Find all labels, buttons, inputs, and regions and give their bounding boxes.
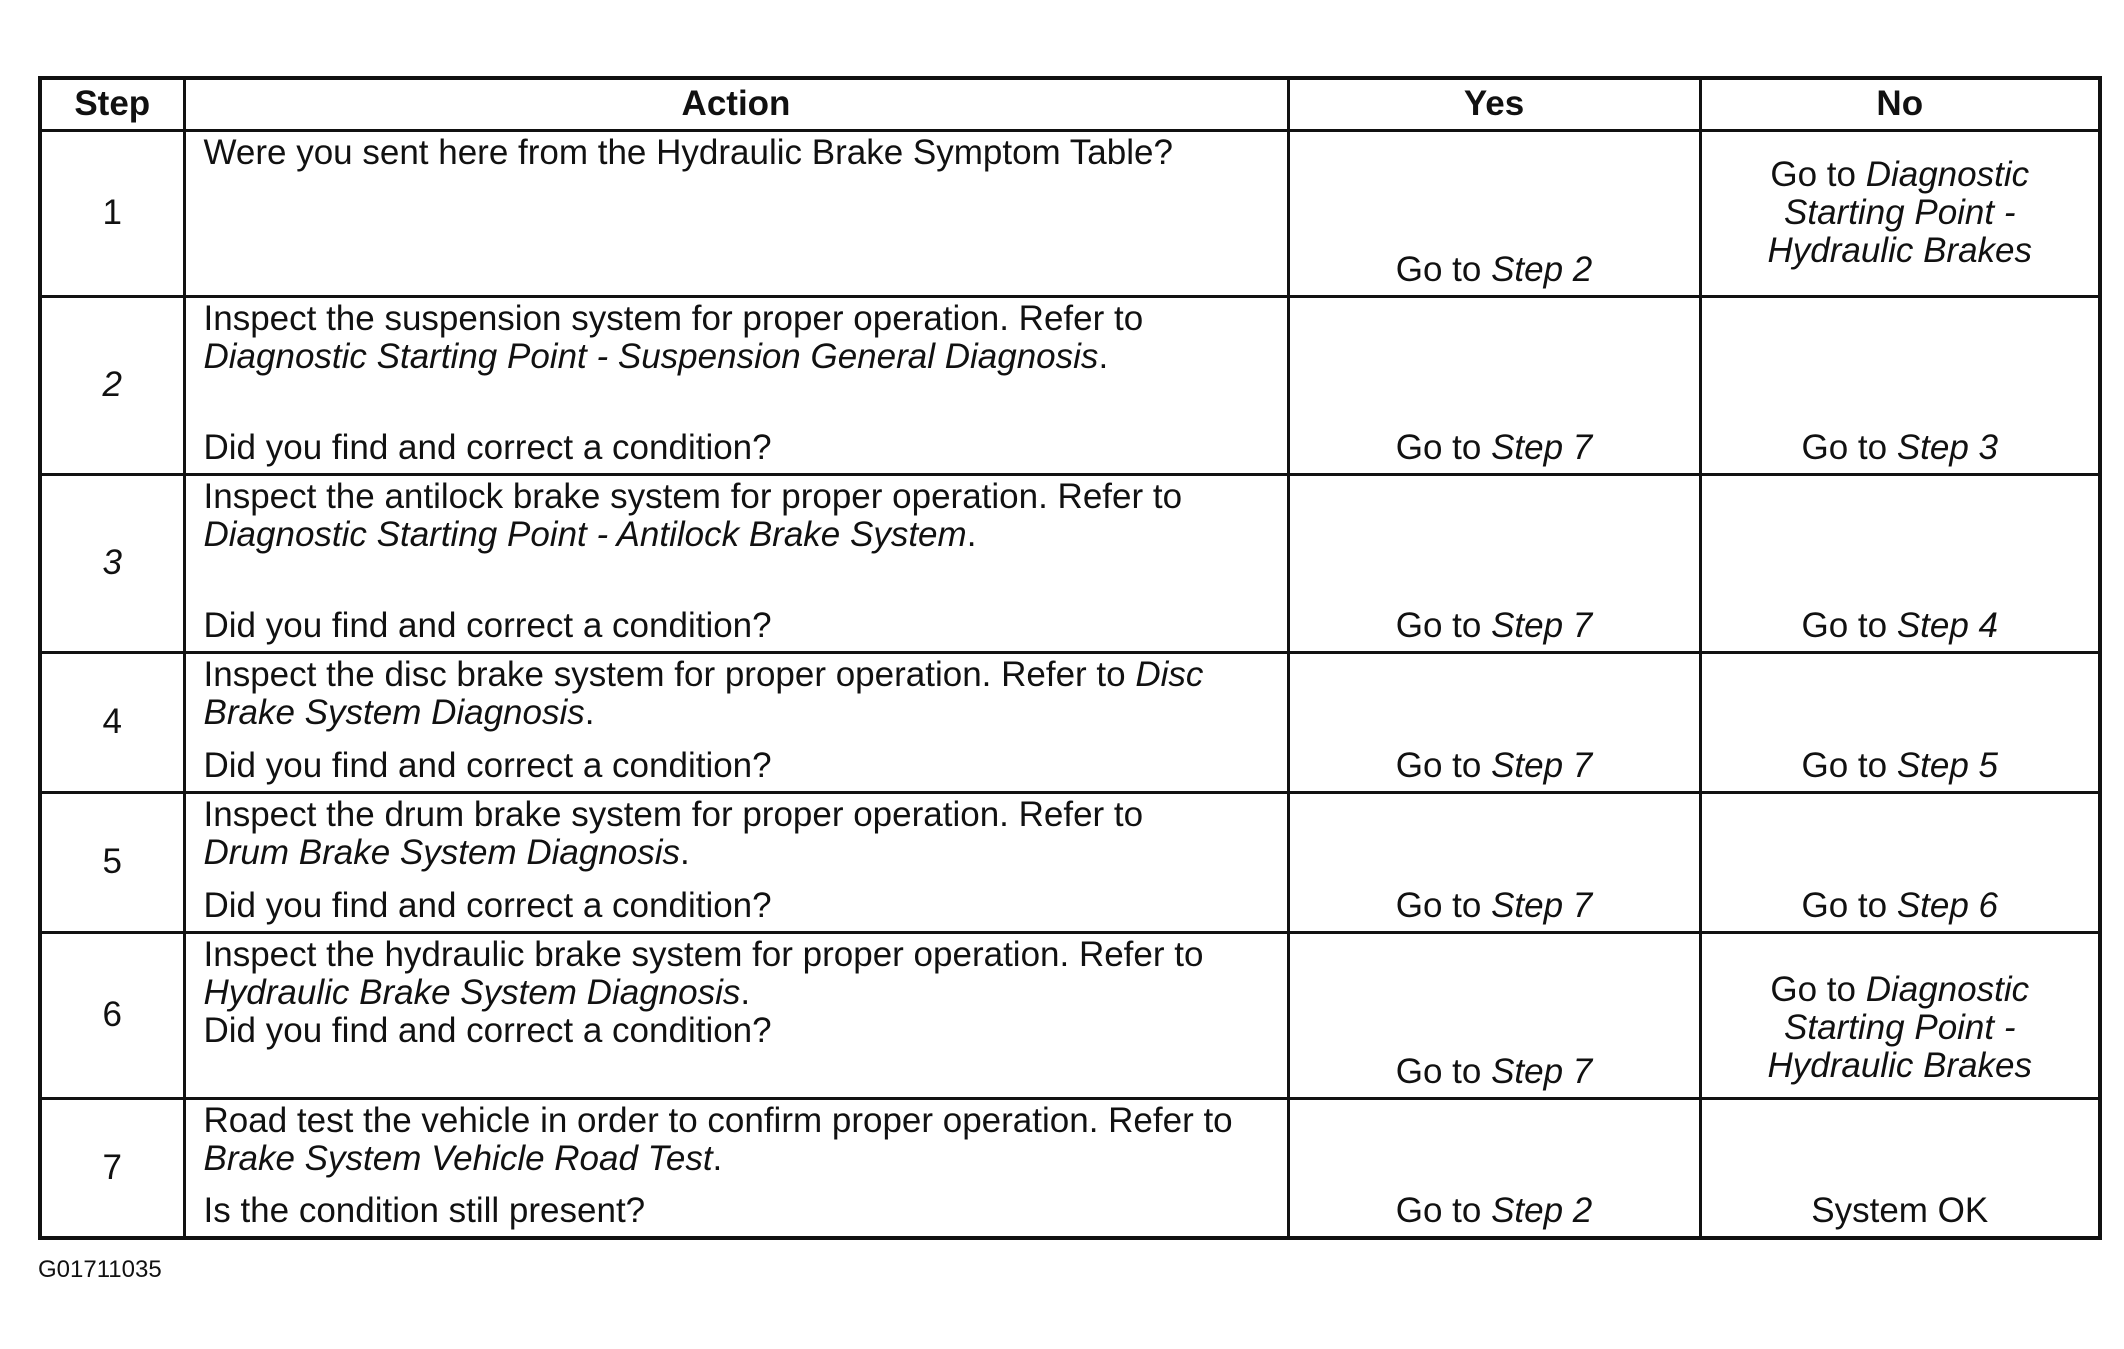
no-prefix: Go to <box>1801 745 1897 785</box>
action-end: . <box>1098 336 1109 376</box>
yes-prefix: Go to <box>1395 885 1492 925</box>
yes-cell <box>1288 932 1700 1098</box>
no-cell <box>1700 932 2100 1098</box>
yes-cell <box>1288 130 1700 296</box>
table-row <box>40 652 2100 792</box>
action-cell <box>184 1098 1288 1238</box>
no-step-link[interactable]: Step 4 <box>1896 605 1999 645</box>
action-question: Is the condition still present? <box>203 1191 646 1230</box>
yes-step-link[interactable]: Step 7 <box>1491 885 1593 925</box>
header-step: Step <box>40 78 184 130</box>
action-end: . <box>740 972 751 1012</box>
yes-cell <box>1288 792 1700 932</box>
no-cell <box>1700 792 2100 932</box>
action-text: Road test the vehicle in order to confirm proper operation. Refer to <box>203 1100 1233 1140</box>
no-step-link[interactable]: Step 6 <box>1896 885 1999 925</box>
no-prefix: Go to <box>1801 885 1897 925</box>
yes-cell <box>1288 474 1700 652</box>
action-reference-link[interactable]: Drum Brake System Diagnosis <box>203 832 681 872</box>
action-question: Did you find and correct a condition? <box>203 427 772 467</box>
figure-id: G01711035 <box>38 1256 162 1283</box>
action-reference-link[interactable]: Brake System Vehicle Road Test <box>203 1138 713 1178</box>
yes-cell <box>1288 296 1700 474</box>
yes-step-link[interactable]: Step 7 <box>1491 1051 1593 1091</box>
no-reference-link[interactable]: Diagnostic Starting Point - Hydraulic Brakes <box>1767 155 2033 270</box>
table-row <box>40 130 2100 296</box>
no-prefix: Go to <box>1770 969 1866 1009</box>
action-text: Inspect the disc brake system for proper operation. Refer to <box>203 654 1126 694</box>
table-row <box>40 932 2100 1098</box>
table-row <box>40 296 2100 474</box>
no-reference-link[interactable]: Diagnostic Starting Point - Hydraulic Brakes <box>1767 969 2033 1085</box>
no-prefix: Go to <box>1801 605 1897 645</box>
no-result: System OK <box>1811 1191 1989 1230</box>
no-cell <box>1700 652 2100 792</box>
yes-step-link[interactable]: Step 7 <box>1491 427 1593 467</box>
no-cell <box>1700 296 2100 474</box>
step-number: 6 <box>40 932 184 1098</box>
action-reference-link[interactable]: Diagnostic Starting Point - Suspension General Diagnosis <box>203 336 1099 376</box>
action-cell <box>184 296 1288 474</box>
action-question: Did you find and correct a condition? <box>203 745 772 785</box>
action-question: Did you find and correct a condition? <box>203 1010 772 1050</box>
action-text: Inspect the suspension system for proper operation. Refer to <box>203 298 1144 338</box>
action-text: Inspect the antilock brake system for proper operation. Refer to <box>203 476 1183 516</box>
yes-step-link[interactable]: Step 7 <box>1491 745 1593 785</box>
diagnostic-table <box>38 76 2102 1240</box>
step-number: 3 <box>40 474 184 652</box>
action-text: Were you sent here from the Hydraulic Brake Symptom Table? <box>203 132 1173 172</box>
action-end: . <box>712 1138 723 1178</box>
action-cell <box>184 932 1288 1098</box>
step-number: 4 <box>40 652 184 792</box>
yes-step-link[interactable]: Step 2 <box>1491 1191 1593 1230</box>
table-header-row <box>40 78 2100 130</box>
header-no: No <box>1700 78 2100 130</box>
action-reference-link[interactable]: Diagnostic Starting Point - Antilock Brake System <box>203 514 967 554</box>
action-cell <box>184 130 1288 296</box>
action-text: Inspect the drum brake system for proper operation. Refer to <box>203 794 1144 834</box>
yes-cell <box>1288 1098 1700 1238</box>
yes-prefix: Go to <box>1395 427 1492 467</box>
no-cell <box>1700 1098 2100 1238</box>
yes-prefix: Go to <box>1395 249 1492 289</box>
no-prefix: Go to <box>1770 155 1866 194</box>
no-step-link[interactable]: Step 5 <box>1896 745 1999 785</box>
action-end: . <box>584 692 595 732</box>
yes-prefix: Go to <box>1395 605 1492 645</box>
header-action: Action <box>184 78 1288 130</box>
yes-step-link[interactable]: Step 2 <box>1491 249 1593 289</box>
table-row <box>40 474 2100 652</box>
table-row <box>40 792 2100 932</box>
action-question: Did you find and correct a condition? <box>203 605 772 645</box>
step-number: 5 <box>40 792 184 932</box>
action-reference-link[interactable]: Disc Brake System Diagnosis <box>203 654 1204 732</box>
yes-step-link[interactable]: Step 7 <box>1491 605 1593 645</box>
action-reference-link[interactable]: Hydraulic Brake System Diagnosis <box>203 972 741 1012</box>
action-end: . <box>966 514 977 554</box>
yes-prefix: Go to <box>1395 1051 1492 1091</box>
no-prefix: Go to <box>1801 427 1897 467</box>
yes-cell <box>1288 652 1700 792</box>
action-cell <box>184 652 1288 792</box>
header-yes: Yes <box>1288 78 1700 130</box>
step-number: 2 <box>40 296 184 474</box>
no-step-link[interactable]: Step 3 <box>1896 427 1999 467</box>
table-row <box>40 1098 2100 1238</box>
yes-prefix: Go to <box>1395 1191 1492 1230</box>
action-end: . <box>680 832 690 872</box>
action-cell <box>184 792 1288 932</box>
step-number: 1 <box>40 130 184 296</box>
action-cell <box>184 474 1288 652</box>
step-number: 7 <box>40 1098 184 1238</box>
no-cell <box>1700 474 2100 652</box>
no-cell <box>1700 130 2100 296</box>
yes-prefix: Go to <box>1395 745 1492 785</box>
action-question: Did you find and correct a condition? <box>203 885 772 925</box>
action-text: Inspect the hydraulic brake system for proper operation. Refer to <box>203 934 1204 974</box>
